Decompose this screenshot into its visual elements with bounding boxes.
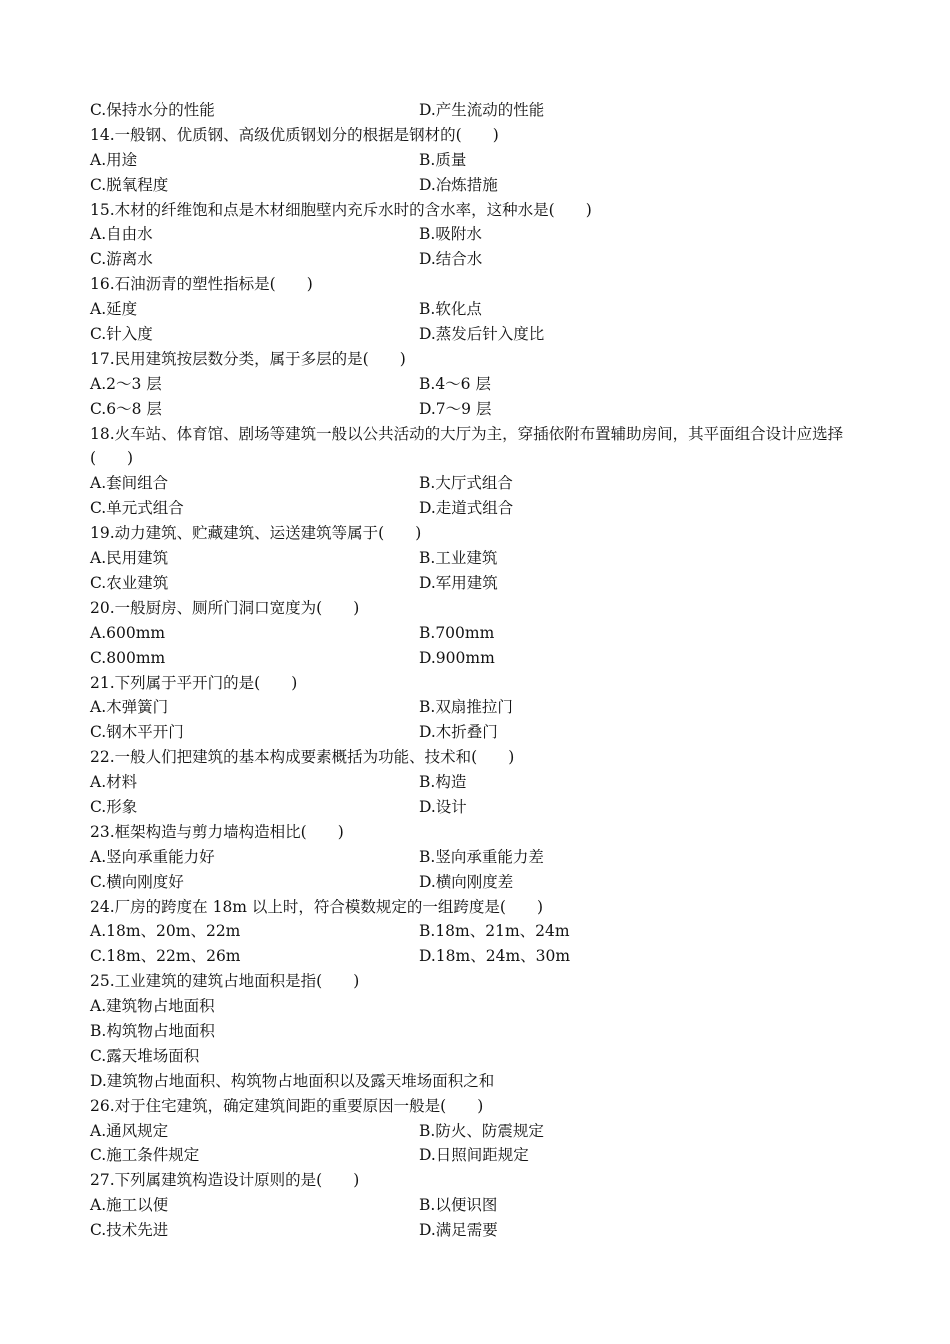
answer-option: C.脱氧程度	[90, 175, 169, 194]
options-row	[90, 247, 860, 272]
answer-option: A.施工以便	[90, 1196, 169, 1215]
answer-option: D.7～9 层	[419, 399, 492, 418]
answer-option: C.露天堆场面积	[90, 1046, 200, 1065]
answer-option: B.防火、防震规定	[419, 1121, 544, 1140]
answer-option: C.游离水	[90, 250, 153, 269]
options-row	[90, 720, 860, 745]
answer-option: B.构筑物占地面积	[90, 1021, 215, 1040]
answer-option: C.技术先进	[90, 1221, 169, 1240]
question-block	[90, 422, 860, 522]
question-stem: 14.一般钢、优质钢、高级优质钢划分的根据是钢材的( )	[90, 125, 499, 144]
question-stem: 22.一般人们把建筑的基本构成要素概括为功能、技术和( )	[90, 748, 515, 767]
question-stem: 26.对于住宅建筑，确定建筑间距的重要原因一般是( )	[90, 1096, 484, 1115]
options-row	[90, 322, 860, 347]
options-row	[90, 148, 860, 173]
answer-option: A.竖向承重能力好	[90, 847, 215, 866]
question-block	[90, 895, 860, 970]
question-block	[90, 596, 860, 671]
options-row	[90, 944, 860, 969]
question-block	[90, 745, 860, 820]
answer-option: D.结合水	[419, 250, 483, 269]
answer-option: B.构造	[419, 773, 467, 792]
options-row	[90, 471, 860, 496]
options-row	[90, 571, 860, 596]
answer-option: D.日照间距规定	[419, 1146, 529, 1165]
question-block	[90, 1094, 860, 1169]
answer-option: C.单元式组合	[90, 499, 184, 518]
answer-option: C.形象	[90, 797, 138, 816]
options-row	[90, 173, 860, 198]
question-block	[90, 272, 860, 347]
answer-option: A.18m、20m、22m	[90, 922, 241, 941]
question-stem: 16.石油沥青的塑性指标是( )	[90, 275, 313, 294]
option-d: D.产生流动的性能	[419, 101, 545, 119]
answer-option: A.建筑物占地面积	[90, 997, 215, 1016]
options-row	[90, 397, 860, 422]
answer-option: B.以便识图	[419, 1196, 498, 1215]
lead-options-row	[90, 98, 860, 123]
options-row	[90, 621, 860, 646]
options-row	[90, 646, 860, 671]
answer-option: D.蒸发后针入度比	[419, 325, 545, 344]
options-row	[90, 1119, 860, 1144]
question-block	[90, 1168, 860, 1243]
answer-option: D.18m、24m、30m	[419, 947, 571, 966]
options-row	[90, 297, 860, 322]
question-list	[90, 123, 860, 1243]
answer-option: B.18m、21m、24m	[419, 922, 570, 941]
options-row	[90, 795, 860, 820]
answer-option: B.大厅式组合	[419, 474, 513, 493]
option-c: C.保持水分的性能	[90, 101, 215, 119]
options-row	[90, 919, 860, 944]
question-block	[90, 123, 860, 198]
answer-option: B.吸附水	[419, 225, 482, 244]
answer-option: A.600mm	[90, 623, 166, 642]
question-stem: 21.下列属于平开门的是( )	[90, 673, 298, 692]
answer-option: C.6～8 层	[90, 399, 162, 418]
question-stem: 24.厂房的跨度在 18m 以上时，符合模数规定的一组跨度是( )	[90, 897, 544, 916]
question-stem: 19.动力建筑、贮藏建筑、运送建筑等属于( )	[90, 524, 422, 543]
answer-option: B.4～6 层	[419, 374, 491, 393]
question-block	[90, 347, 860, 422]
answer-option: A.套间组合	[90, 474, 169, 493]
question-block	[90, 671, 860, 746]
answer-option: C.18m、22m、26m	[90, 947, 241, 966]
answer-option: A.通风规定	[90, 1121, 169, 1140]
answer-option: B.竖向承重能力差	[419, 847, 544, 866]
answer-option: D.冶炼措施	[419, 175, 498, 194]
answer-option: A.延度	[90, 300, 138, 319]
options-row	[90, 1193, 860, 1218]
answer-option: D.木折叠门	[419, 723, 498, 742]
answer-option: A.民用建筑	[90, 549, 169, 568]
answer-option: D.满足需要	[419, 1221, 498, 1240]
answer-option: B.700mm	[419, 623, 495, 642]
answer-option: A.用途	[90, 150, 138, 169]
answer-option: C.针入度	[90, 325, 153, 344]
question-stem: 20.一般厨房、厕所门洞口宽度为( )	[90, 598, 360, 617]
question-stem: 27.下列属建筑构造设计原则的是( )	[90, 1171, 360, 1190]
question-block	[90, 820, 860, 895]
question-block	[90, 198, 860, 273]
answer-option: D.走道式组合	[419, 499, 514, 518]
question-stem: 25.工业建筑的建筑占地面积是指( )	[90, 972, 360, 991]
answer-option: D.建筑物占地面积、构筑物占地面积以及露天堆场面积之和	[90, 1071, 495, 1090]
question-stem: 23.框架构造与剪力墙构造相比( )	[90, 822, 344, 841]
options-row	[90, 870, 860, 895]
options-row	[90, 372, 860, 397]
answer-option: C.农业建筑	[90, 573, 169, 592]
answer-option: D.900mm	[419, 648, 495, 667]
answer-option: A.材料	[90, 773, 138, 792]
answer-option: B.软化点	[419, 300, 482, 319]
answer-option: C.施工条件规定	[90, 1146, 200, 1165]
answer-option: B.质量	[419, 150, 467, 169]
options-row	[90, 1143, 860, 1168]
question-stem: 15.木材的纤维饱和点是木材细胞壁内充斥水时的含水率，这种水是( )	[90, 200, 592, 219]
options-row	[90, 695, 860, 720]
answer-option: B.双扇推拉门	[419, 698, 513, 717]
options-row	[90, 496, 860, 521]
answer-option: A.自由水	[90, 225, 153, 244]
answer-option: A.2～3 层	[90, 374, 162, 393]
question-block	[90, 521, 860, 596]
question-block	[90, 969, 860, 1093]
answer-option: C.横向刚度好	[90, 872, 184, 891]
question-stem: 17.民用建筑按层数分类，属于多层的是( )	[90, 349, 406, 368]
question-stem: 18.火车站、体育馆、剧场等建筑一般以公共活动的大厅为主，穿插依附布置辅助房间，其平面组合设计应选择( )	[90, 424, 844, 468]
answer-option: C.800mm	[90, 648, 166, 667]
answer-option: D.设计	[419, 797, 467, 816]
answer-option: D.军用建筑	[419, 573, 498, 592]
options-row	[90, 222, 860, 247]
options-row	[90, 546, 860, 571]
answer-option: A.木弹簧门	[90, 698, 169, 717]
answer-option: B.工业建筑	[419, 549, 498, 568]
options-row	[90, 845, 860, 870]
answer-option: C.钢木平开门	[90, 723, 184, 742]
options-row	[90, 1218, 860, 1243]
answer-option: D.横向刚度差	[419, 872, 514, 891]
options-row	[90, 770, 860, 795]
